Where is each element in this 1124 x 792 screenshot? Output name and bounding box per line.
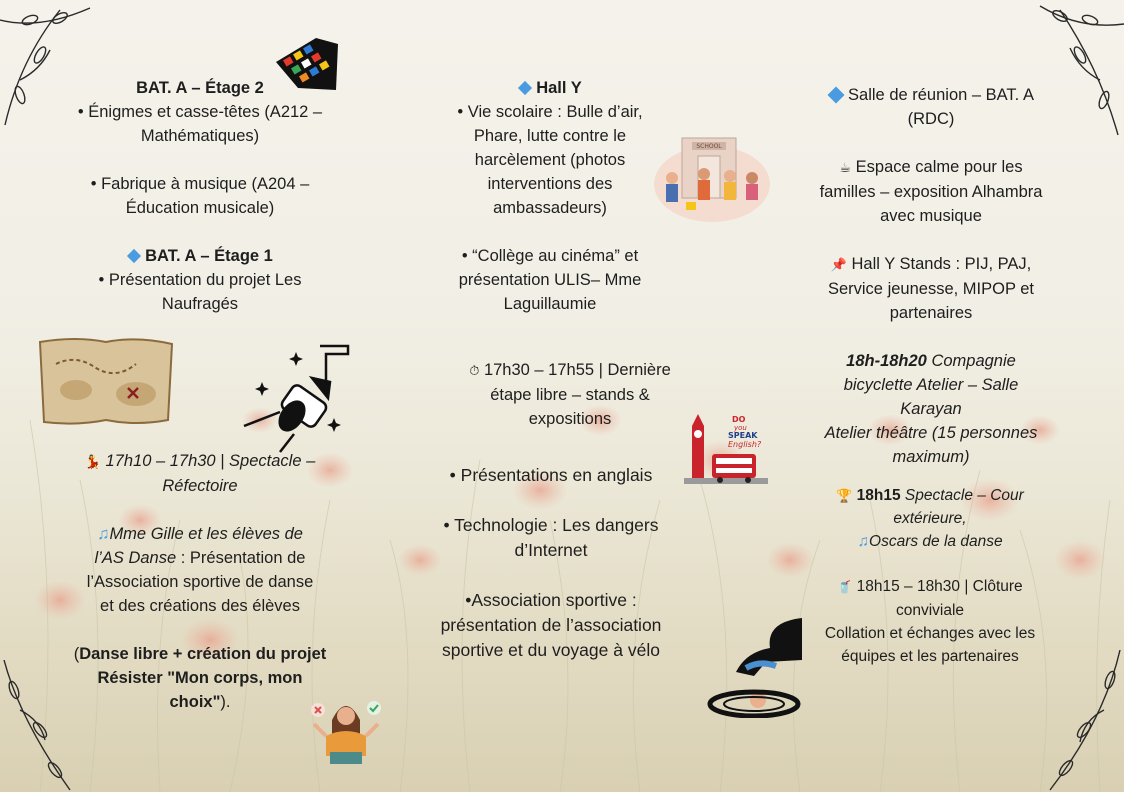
- gille-line-4: et des créations des élèves: [100, 597, 300, 615]
- cinema-line-2: présentation ULIS– Mme: [458, 271, 642, 289]
- vie-line-3: harcèlement (photos: [474, 151, 626, 169]
- english-line-1: DO: [732, 415, 746, 424]
- cup-icon: 🥤: [837, 580, 853, 594]
- diamond-icon: [828, 87, 845, 104]
- cinema-line-1: • “Collège au cinéma” et: [461, 247, 639, 265]
- stands-line-2: Service jeunesse, MIPOP et: [827, 280, 1035, 298]
- english-line-2: you: [734, 424, 747, 432]
- asso-line-3: sportive et du voyage à vélo: [442, 640, 660, 660]
- middle-column-bottom: [420, 463, 682, 663]
- left-column: [50, 76, 350, 316]
- bat-a-etage1-title: BAT. A – Étage 1: [145, 247, 273, 265]
- enigmes-line-2: Mathématiques): [140, 127, 260, 145]
- fabrique-line-2: Éducation musicale): [125, 199, 275, 217]
- enigmes-line-1: • Énigmes et casse-têtes (A212 –: [77, 103, 323, 121]
- stands-line-1: 📌 Hall Y Stands : PIJ, PAJ,: [786, 252, 1076, 277]
- cour-line-1: 🏆 18h15 Spectacle – Cour: [790, 484, 1070, 507]
- cloture-line-3: Collation et échanges avec les: [824, 625, 1036, 642]
- pin-icon: 📌: [830, 257, 847, 272]
- hall-y-heading: [410, 76, 690, 100]
- hall-y-title: Hall Y: [536, 79, 582, 97]
- etape-line-1: ⏱ 17h30 – 17h55 | Dernière: [430, 358, 710, 383]
- bat-a-etage2-title: BAT. A – Étage 2: [136, 79, 264, 97]
- stands-line-3: partenaires: [889, 304, 973, 322]
- naufrages-line-2: Naufragés: [161, 295, 239, 313]
- english-line-3: SPEAK: [728, 431, 758, 440]
- asso-line-2: présentation de l’association: [440, 615, 662, 635]
- anglais-line: • Présentations en anglais: [449, 465, 653, 485]
- salle-line-2: (RDC): [907, 110, 955, 128]
- etape-line-2: étape libre – stands &: [490, 386, 650, 404]
- asso-line-1: •Association sportive :: [465, 590, 637, 610]
- cloture-line-2: conviviale: [895, 602, 965, 619]
- cloture-line-1: 🥤 18h15 – 18h30 | Clôture: [790, 575, 1070, 599]
- right-column: [786, 83, 1076, 469]
- coffee-icon: ☕: [839, 160, 852, 175]
- spectacle-place: Réfectoire: [162, 477, 238, 495]
- danse-line-2: Résister "Mon corps, mon: [97, 669, 303, 687]
- vie-line-4: interventions des: [487, 175, 613, 193]
- cie-line-5: maximum): [892, 448, 970, 466]
- treasure-map-icon: [36, 334, 176, 428]
- cour-line-2: extérieure,: [893, 510, 967, 527]
- vie-line-2: Phare, lutte contre le: [473, 127, 627, 145]
- trophy-icon: 🏆: [836, 488, 853, 503]
- calme-line-1: ☕ Espace calme pour les: [786, 155, 1076, 180]
- cie-line-4: Atelier théâtre (15 personnes: [824, 424, 1038, 442]
- gille-line-2: l’AS Danse : Présentation de: [94, 549, 306, 567]
- cie-line-1: 18h-18h20 Compagnie: [846, 352, 1016, 370]
- branch-bottom-right-icon: [1000, 650, 1124, 792]
- naufrages-line-1: • Présentation du projet Les: [98, 271, 302, 289]
- cie-line-3: Karayan: [900, 400, 962, 418]
- etape-line-3: expositions: [528, 410, 612, 428]
- diamond-icon: [518, 81, 532, 95]
- diamond-icon: [127, 249, 141, 263]
- vie-line-1: • Vie scolaire : Bulle d’air,: [457, 103, 643, 121]
- stopwatch-icon: ⏱: [469, 363, 480, 378]
- calme-line-3: avec musique: [880, 207, 982, 225]
- cie-line-2: bicyclette Atelier – Salle: [843, 376, 1019, 394]
- danse-line-1: (Danse libre + création du projet: [73, 645, 327, 663]
- vie-line-5: ambassadeurs): [493, 199, 607, 217]
- middle-column: [410, 76, 690, 316]
- cloture-line-4: équipes et les partenaires: [841, 648, 1019, 665]
- spotlight-icon: [240, 342, 352, 454]
- school-sign: SCHOOL: [696, 143, 722, 150]
- calme-line-2: familles – exposition Alhambra: [819, 183, 1043, 201]
- cour-line-3: ♫Oscars de la danse: [790, 530, 1070, 553]
- spectacle-time: 17h10 – 17h30 | Spectacle –: [105, 452, 316, 470]
- left-column-lower: [50, 449, 350, 714]
- bat-a-etage1-heading: [50, 244, 350, 268]
- music-note-icon: ♫: [97, 525, 110, 543]
- music-note-icon: ♫: [857, 533, 870, 550]
- fabrique-line-1: • Fabrique à musique (A204 –: [90, 175, 310, 193]
- cinema-line-3: Laguillaumie: [503, 295, 597, 313]
- right-column-lower: [790, 484, 1070, 668]
- english-line-4: English?: [728, 440, 762, 449]
- middle-column-lower: [430, 358, 710, 431]
- techno-line-2: d’Internet: [514, 540, 588, 560]
- danse-line-3: choix").: [169, 693, 231, 711]
- dancer-icon: 💃: [84, 454, 101, 469]
- spectacle-time-line: [50, 449, 350, 474]
- gille-line-1: ♫Mme Gille et les élèves de: [50, 522, 350, 546]
- techno-line-1: • Technologie : Les dangers: [443, 515, 659, 535]
- salle-line-1: Salle de réunion – BAT. A: [786, 83, 1076, 107]
- gille-line-3: l’Association sportive de danse: [86, 573, 314, 591]
